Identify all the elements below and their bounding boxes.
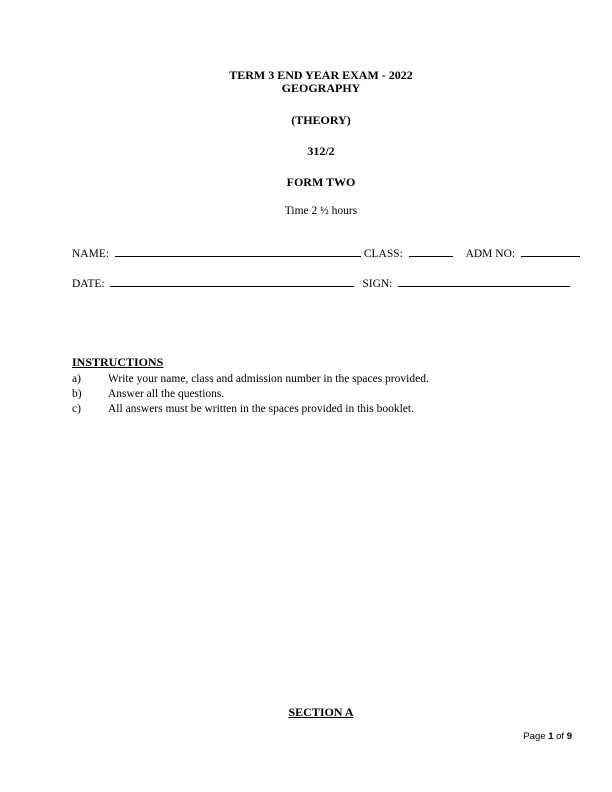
- exam-title: TERM 3 END YEAR EXAM - 2022: [229, 68, 413, 82]
- page-word: Page: [523, 731, 546, 742]
- sign-label: SIGN:: [362, 278, 393, 290]
- page-current: 1: [548, 731, 554, 742]
- paper-code: 312/2: [307, 144, 335, 158]
- instructions-heading: INSTRUCTIONS: [72, 355, 164, 369]
- date-sign-row: [72, 275, 570, 291]
- instruction-text: Write your name, class and admission number in the spaces provided.: [108, 373, 429, 385]
- page-number: [523, 731, 572, 742]
- exam-duration: Time 2 ½ hours: [284, 205, 358, 217]
- page-total: 9: [566, 731, 572, 742]
- name-label: NAME:: [72, 248, 110, 260]
- instruction-item: [72, 387, 224, 401]
- date-label: DATE:: [72, 278, 105, 290]
- name-blank[interactable]: [115, 245, 361, 257]
- date-blank[interactable]: [110, 275, 354, 287]
- instruction-text: Answer all the questions.: [108, 388, 225, 400]
- instruction-item: [72, 402, 414, 416]
- class-label: CLASS:: [363, 248, 403, 260]
- paper-type: (THEORY): [291, 113, 351, 127]
- name-class-adm-row: [72, 245, 570, 261]
- of-word: of: [556, 731, 565, 742]
- subject-title: GEOGRAPHY: [281, 81, 361, 95]
- form-level: FORM TWO: [286, 175, 356, 189]
- section-a-heading: SECTION A: [288, 705, 354, 719]
- instruction-item: [72, 372, 429, 386]
- instruction-label: c): [72, 403, 81, 415]
- instruction-text: All answers must be written in the spaces provided in this booklet.: [108, 403, 414, 415]
- adm-blank[interactable]: [521, 245, 580, 257]
- adm-label: ADM NO:: [465, 248, 516, 260]
- instruction-label: a): [72, 373, 81, 385]
- class-blank[interactable]: [409, 245, 453, 257]
- sign-blank[interactable]: [398, 275, 570, 287]
- instruction-label: b): [72, 388, 82, 400]
